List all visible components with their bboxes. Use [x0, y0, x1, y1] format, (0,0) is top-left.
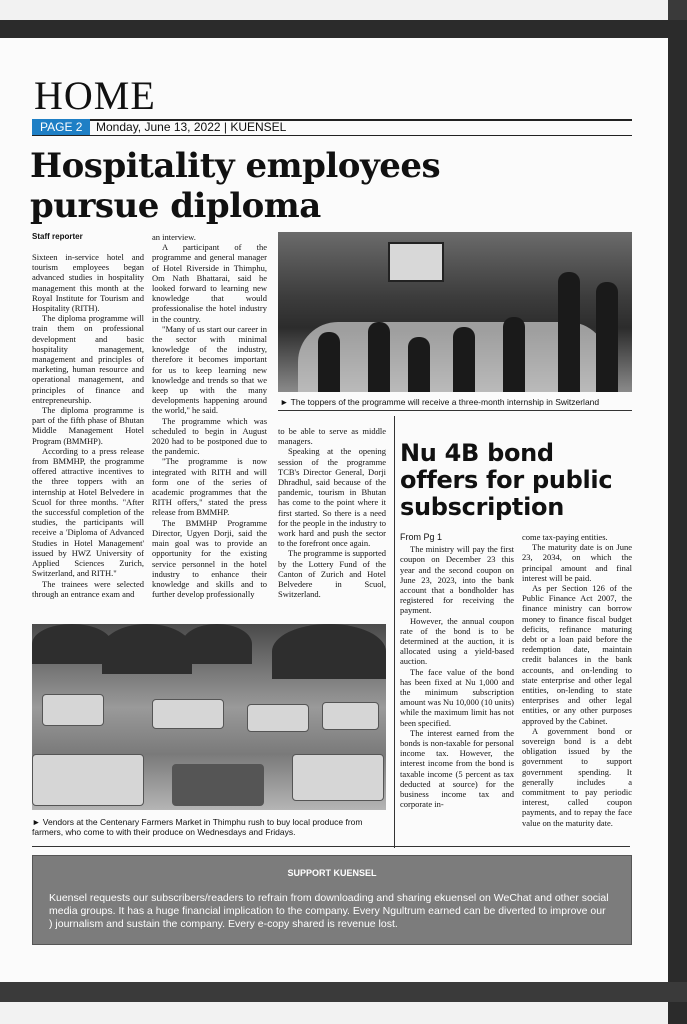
- bond-continuation: From Pg 1: [400, 532, 443, 542]
- paragraph: A government bond or sovereign bond is a debt obligation issued by the government to support government spending. It generally includes a commitment to pay periodic interest, called coupon payments, and to repay the face value on the maturity date.: [522, 725, 632, 828]
- bond-column-2: [522, 532, 632, 828]
- market-photo: [32, 624, 386, 810]
- support-box: [32, 855, 632, 945]
- article-column-3: [278, 426, 386, 599]
- headline-line-1: Hospitality employees: [30, 146, 441, 186]
- paragraph: The BMMHP Programme Director, Ugyen Dorji, said the main goal was to provide an opportunity for the existing service personnel in the hotel industry to enhance their knowledge and skills and to further develop professionally: [152, 517, 267, 600]
- byline: Staff reporter: [32, 232, 83, 241]
- bond-headline: [400, 440, 612, 521]
- paragraph: According to a press release from BMMHP, the programme offered attractive incentives to the three toppers with an internship at Hotel Belvedere in Scuol for three months. "After the successful completion of the studies, the participants will receive a 'Diploma of Advanced Studies in Hotel Management' issued by HWZ University of Applied Sciences Zurich, Switzerland, and RITH.": [32, 445, 144, 579]
- paragraph: to be able to serve as middle managers.: [278, 426, 386, 447]
- market-photo-caption: [32, 817, 392, 837]
- article-column-2: [152, 232, 267, 599]
- paragraph: The diploma programme is part of the fifth phase of Bhutan Middle Management Hotel Program (BMMHP).: [32, 405, 144, 446]
- caption-rule: [278, 410, 632, 411]
- paragraph: A participant of the programme and general manager of Hotel Riverside in Thimphu, Om Nath Bhattarai, said he looked forward to learning new knowledge that would professionalise the hotel industry in the country.: [152, 242, 267, 324]
- training-photo: [278, 232, 632, 392]
- paragraph: The maturity date is on June 23, 2034, on which the principal amount and final interest will be paid.: [522, 542, 632, 583]
- bond-column-1: [400, 532, 514, 809]
- page-label: PAGE 2: [32, 119, 90, 135]
- paragraph: "The programme is now integrated with RITH and will form one of the series of academic programmes that the RITH offers," stated the press release from BMMHP.: [152, 456, 267, 518]
- support-title: SUPPORT KUENSEL: [287, 868, 377, 878]
- paragraph: The face value of the bond has been fixed at Nu 1,000 and the minimum subscription amount was Nu 10,000 (10 units) while the maximum limit has not been specified.: [400, 666, 514, 728]
- paragraph: Sixteen in-service hotel and tourism employees began advanced studies in hospitality management this month at the Royal Institute for Tourism and Hospitality (RITH).: [32, 252, 144, 314]
- paragraph: "Many of us start our career in the sector with minimal knowledge of the industry, therefore it becomes important for us to keep learning new knowledge and trends so that we keep up with the many developments happening around the world," he said.: [152, 323, 267, 416]
- headline-line-2: pursue diploma: [30, 186, 321, 226]
- paragraph: However, the annual coupon rate of the bond is to be determined at the auction, it is allocated using a yield-based auction.: [400, 615, 514, 667]
- bottom-bar: [0, 982, 687, 1002]
- paragraph: an interview.: [152, 232, 196, 242]
- paragraph: The ministry will pay the first coupon on December 23 this year and the second coupon on June 23, 2023, into the bank account that a bondholder has registered for receiving the payment.: [400, 544, 514, 616]
- section-rule: [32, 846, 630, 847]
- column-divider: [394, 416, 395, 848]
- paragraph: The programme which was scheduled to begin in August 2020 had to be postponed due to the pandemic.: [152, 415, 267, 457]
- paragraph: The diploma programme will train them on professional development and basic hospitality management, management and principles of marketing, human resource and operational management, and principles of finance and entrepreneurship.: [32, 313, 144, 405]
- bottom-strip: [0, 1002, 668, 1024]
- market-caption-line-2: farmers, who come to with their produce on Wednesdays and Fridays.: [32, 827, 296, 837]
- headline: [30, 146, 440, 226]
- support-body: Kuensel requests our subscribers/readers to refrain from downloading and sharing ekuensel on WeChat and other social media groups. It has a huge financial implication to the company. Every Ngultrum earned can be diverted to improve our ) journalism and sustain the company. Every e-copy shared is revenue lost.: [49, 892, 609, 930]
- paragraph: Speaking at the opening session of the programme TCB's Director General, Dorji Dhradhul, said because of the pandemic, tourism in Bhutan has come to the point where it first started. So there is a need for the people in the industry to work hard and push the sector to the forefront once again.: [278, 446, 386, 549]
- bond-headline-line-2: offers for public: [400, 466, 613, 494]
- bond-headline-line-1: Nu 4B bond: [400, 439, 554, 467]
- dateline: Monday, June 13, 2022 | KUENSEL: [96, 120, 287, 134]
- article-column-1: [32, 252, 144, 599]
- bond-headline-line-3: subscription: [400, 493, 564, 521]
- paragraph: The trainees were selected through an entrance exam and: [32, 578, 144, 599]
- paragraph: As per Section 126 of the Public Finance Act 2007, the finance ministry can borrow money to finance fiscal budget deficits, refinance maturing debt or a loan paid before the redemption date, maintain credit balances in the bank accounts, and on-lending to state enterprise and other legal entities, on-lending to state enterprises and other legal entities, or any other purposes approved by the Cabinet.: [522, 583, 632, 726]
- top-bar: [0, 0, 687, 20]
- market-caption-line-1: ► Vendors at the Centenary Farmers Market in Thimphu rush to buy local produce from: [32, 817, 363, 827]
- section-title: HOME: [34, 73, 156, 118]
- training-photo-caption: ► The toppers of the programme will receive a three-month internship in Switzerland: [280, 397, 600, 407]
- right-edge: [668, 20, 687, 1024]
- paragraph: The programme is supported by the Lottery Fund of the Canton of Zurich and Hotel Belvedere in Scuol, Switzerland.: [278, 548, 386, 600]
- paragraph: come tax-paying entities.: [522, 532, 608, 542]
- paragraph: The interest earned from the bonds is non-taxable for personal income tax. However, the interest income from the bond is taxable income (5 percent as tax deducted at source) for the business income tax and corporate in-: [400, 727, 514, 810]
